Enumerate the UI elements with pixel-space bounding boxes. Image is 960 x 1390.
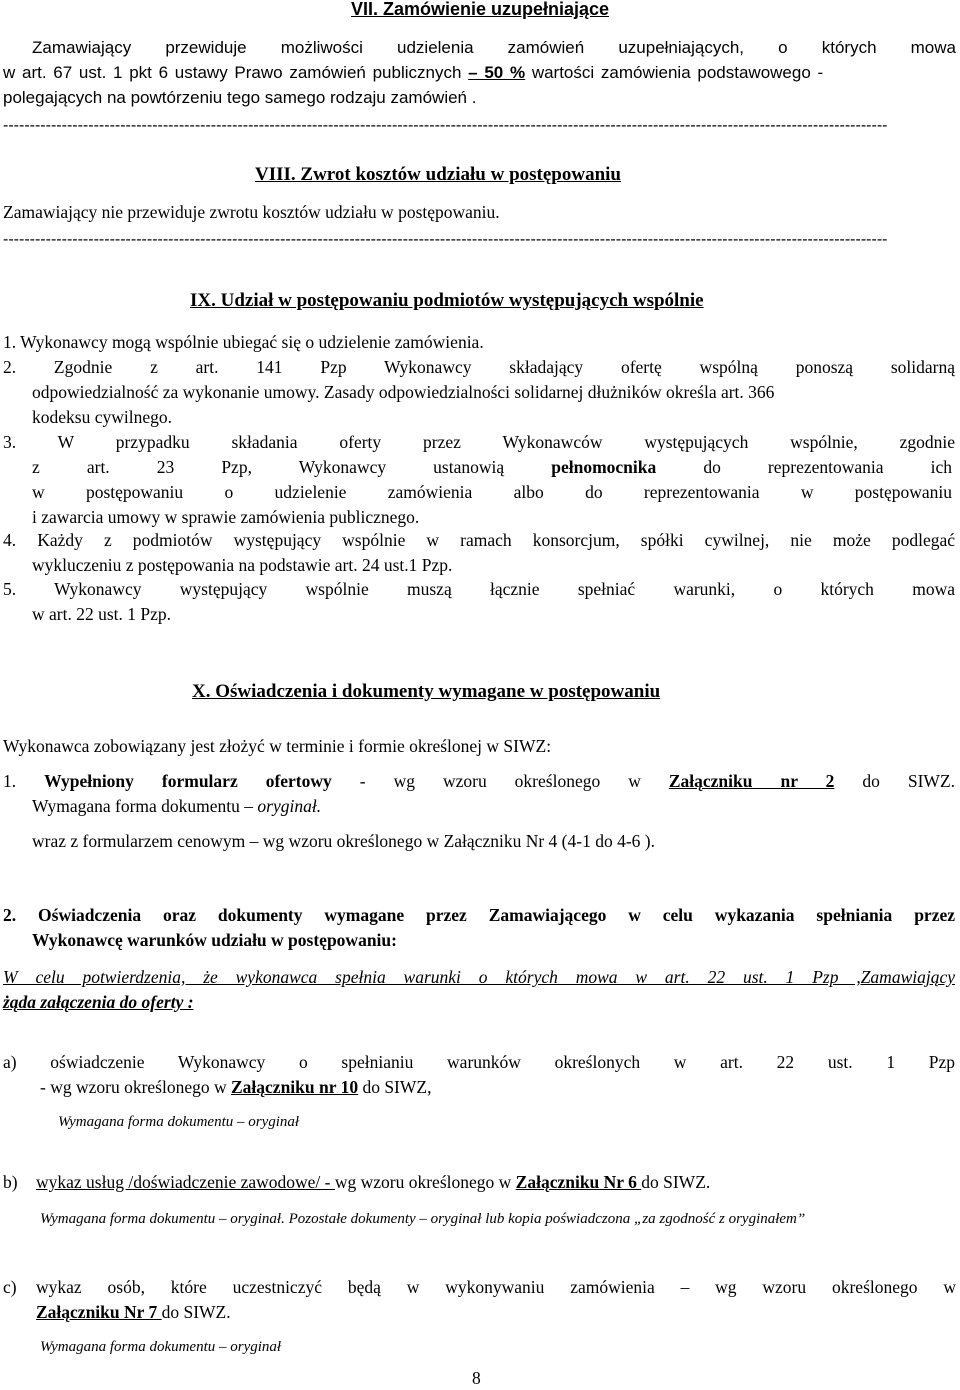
item-b-attachment: Załączniku Nr 6 bbox=[515, 1172, 642, 1192]
section-9-point-3-line-1: 3. W przypadku składania oferty przez Wykonawców występujących wspólnie, zgodnie bbox=[3, 432, 955, 452]
section-7-line-2 bbox=[3, 61, 956, 85]
item-1-bold: Wypełniony formularz ofertowy bbox=[44, 771, 332, 791]
item-2-line-3: W celu potwierdzenia, że wykonawca spełnia warunki o których mowa w art. 22 ust. 1 Pzp ,Zamawiający bbox=[3, 967, 955, 987]
item-c-letter: c) bbox=[3, 1277, 17, 1297]
item-1-line-3: wraz z formularzem cenowym – wg wzoru określonego w Załączniku Nr 4 (4-1 do 4-6 ). bbox=[32, 831, 655, 851]
item-c-attachment: Załączniku Nr 7 bbox=[36, 1302, 162, 1322]
item-1-form-label: Wymagana forma dokumentu – bbox=[32, 796, 258, 816]
point-3-part-b: do reprezentowania ich bbox=[656, 457, 952, 477]
item-a-line-2 bbox=[40, 1075, 431, 1099]
section-8-text: Zamawiający nie przewiduje zwrotu kosztów udziału w postępowaniu. bbox=[3, 202, 500, 222]
item-c-end: do SIWZ. bbox=[161, 1302, 231, 1322]
section-9-point-1: 1. Wykonawcy mogą wspólnie ubiegać się o udzielenie zamówienia. bbox=[3, 332, 484, 352]
item-2-line-2: Wykonawcę warunków udziału w postępowaniu: bbox=[32, 930, 397, 950]
section-9-point-5-line-1: 5. Wykonawcy występujący wspólnie muszą łącznie spełniać warunki, o których mowa bbox=[3, 579, 955, 599]
section-9-point-3-line-3: w postępowaniu o udzielenie zamówienia albo do reprezentowania w postępowaniu bbox=[32, 482, 952, 502]
section-9-point-4-line-1: 4. Każdy z podmiotów występujący wspólnie w ramach konsorcjum, spółki cywilnej, nie może podlegać bbox=[3, 530, 955, 550]
item-1-end: do SIWZ. bbox=[834, 771, 956, 791]
separator-2: ---------------------------------------------------------------------------------------------------------------------------------------------------------------------- bbox=[3, 231, 888, 248]
item-1-form-value: oryginał. bbox=[257, 796, 322, 816]
section-10-title: X. Oświadczenia i dokumenty wymagane w postępowaniu bbox=[192, 681, 661, 702]
line-2-part-a: w art. 67 ust. 1 pkt 6 ustawy Prawo zamówień publicznych bbox=[3, 63, 469, 82]
section-9-point-3-line-4: i zawarcia umowy w sprawie zamówienia publicznego. bbox=[32, 507, 420, 527]
item-2-line-1: 2. Oświadczenia oraz dokumenty wymagane przez Zamawiającego w celu wykazania spełniania przez bbox=[3, 905, 955, 925]
page-number: 8 bbox=[472, 1368, 481, 1388]
line-2-percentage: – 50 % bbox=[468, 63, 526, 82]
section-10-intro: Wykonawca zobowiązany jest złożyć w terminie i formie określonej w SIWZ: bbox=[3, 736, 552, 756]
section-7-line-3: polegających na powtórzeniu tego samego rodzaju zamówień . bbox=[3, 88, 477, 107]
item-1-line-1 bbox=[3, 769, 955, 793]
item-1-number: 1. bbox=[3, 771, 45, 791]
section-7-title: VII. Zamówienie uzupełniające bbox=[350, 0, 610, 19]
item-a-attachment: Załączniku nr 10 bbox=[231, 1077, 359, 1097]
item-1-attachment: Załączniku nr 2 bbox=[668, 771, 835, 791]
item-c-line-1: wykaz osób, które uczestniczyć będą w wykonywaniu zamówienia – wg wzoru określonego w bbox=[36, 1277, 956, 1297]
section-9-point-2-line-3: kodeksu cywilnego. bbox=[32, 407, 172, 427]
item-a-form: Wymagana forma dokumentu – oryginał bbox=[58, 1114, 300, 1130]
item-b-end: do SIWZ. bbox=[641, 1172, 711, 1192]
item-b-subject: wykaz usług /doświadczenie zawodowe/ - bbox=[36, 1172, 335, 1192]
item-b-letter: b) bbox=[3, 1172, 18, 1192]
item-1-line-2 bbox=[32, 794, 321, 818]
section-9-point-3-line-2 bbox=[32, 455, 952, 479]
item-a-text: - wg wzoru określonego w bbox=[40, 1077, 231, 1097]
item-1-text: - wg wzoru określonego w bbox=[331, 771, 669, 791]
item-2-line-4: żąda załączenia do oferty : bbox=[3, 992, 194, 1012]
section-8-title: VIII. Zwrot kosztów udziału w postępowaniu bbox=[255, 164, 621, 185]
line-2-part-b: wartości zamówienia podstawowego - bbox=[525, 63, 824, 82]
item-a-end: do SIWZ, bbox=[358, 1077, 432, 1097]
item-a-line-1: a) oświadczenie Wykonawcy o spełnianiu warunków określonych w art. 22 ust. 1 Pzp bbox=[3, 1052, 955, 1072]
item-c-form: Wymagana forma dokumentu – oryginał bbox=[40, 1339, 282, 1355]
section-9-point-2-line-1: 2. Zgodnie z art. 141 Pzp Wykonawcy składający ofertę wspólną ponoszą solidarną bbox=[3, 357, 955, 377]
item-b-line-1 bbox=[36, 1170, 710, 1194]
section-9-point-4-line-2: wykluczeniu z postępowania na podstawie art. 24 ust.1 Pzp. bbox=[32, 555, 453, 575]
separator-1: ---------------------------------------------------------------------------------------------------------------------------------------------------------------------- bbox=[3, 117, 888, 134]
point-3-part-a: z art. 23 Pzp, Wykonawcy ustanowią bbox=[32, 457, 552, 477]
point-3-bold: pełnomocnika bbox=[551, 457, 657, 477]
section-9-point-2-line-2: odpowiedzialność za wykonanie umowy. Zasady odpowiedzialności solidarnej dłużników określa art. 366 bbox=[32, 382, 775, 402]
section-7-line-1: Zamawiający przewiduje możliwości udzielenia zamówień uzupełniających, o których mowa bbox=[32, 38, 956, 57]
section-9-title: IX. Udział w postępowaniu podmiotów występujących wspólnie bbox=[190, 290, 704, 311]
section-9-point-5-line-2: w art. 22 ust. 1 Pzp. bbox=[32, 604, 172, 624]
item-b-text: wg wzoru określonego w bbox=[334, 1172, 516, 1192]
item-c-line-2 bbox=[36, 1300, 231, 1324]
item-b-form: Wymagana forma dokumentu – oryginał. Pozostałe dokumenty – oryginał lub kopia poświadczona „za zgodność z oryginałem” bbox=[40, 1211, 806, 1227]
